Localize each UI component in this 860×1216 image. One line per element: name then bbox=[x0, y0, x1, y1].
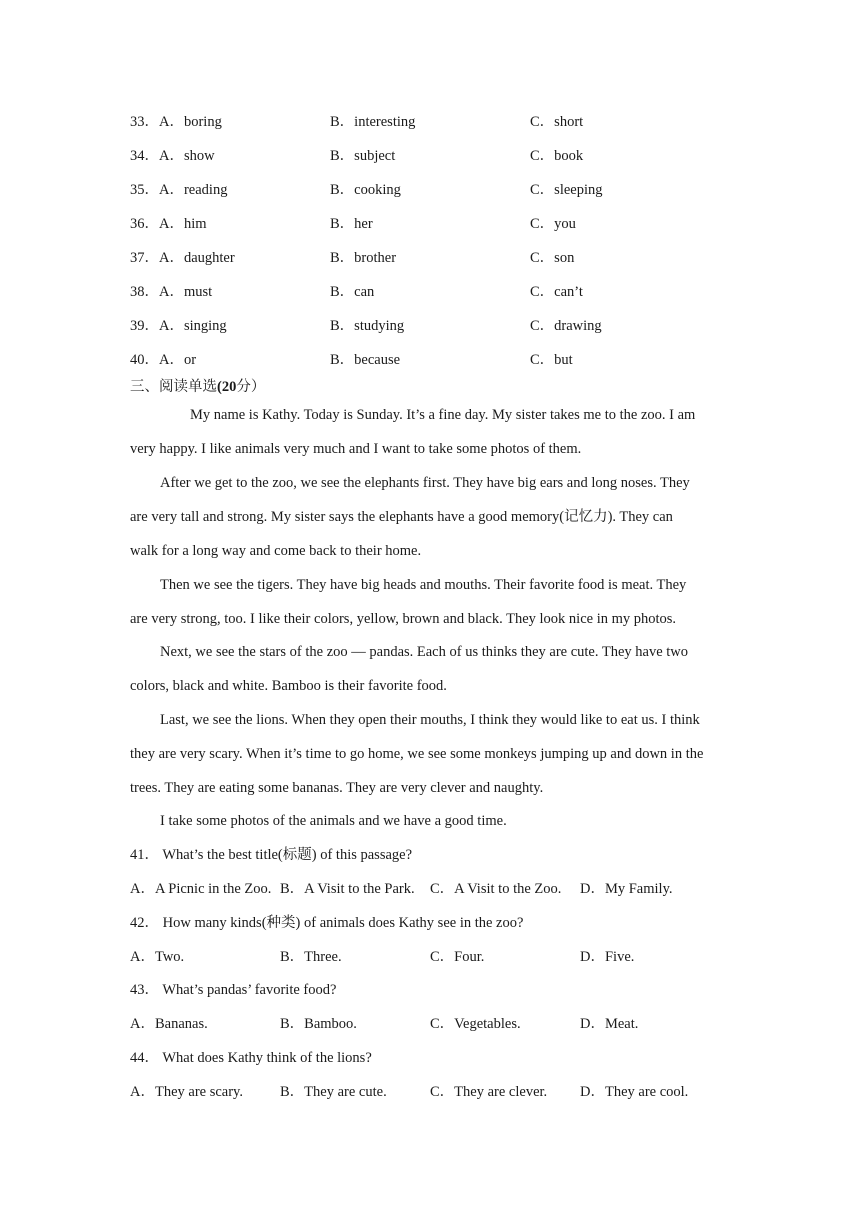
passage-line: they are very scary. When it’s time to go home, we see some monkeys jumping up and down in the bbox=[130, 746, 704, 762]
cloze-row-40 bbox=[130, 350, 196, 370]
option-b: B．Bamboo. bbox=[280, 1016, 357, 1032]
option-b: B．interesting bbox=[330, 114, 416, 130]
option-b: B．her bbox=[330, 216, 373, 232]
option-c: C．sleeping bbox=[530, 182, 603, 198]
option-b: B．A Visit to the Park. bbox=[280, 881, 415, 897]
section-heading bbox=[130, 377, 265, 397]
passage-line: After we get to the zoo, we see the elephants first. They have big ears and long noses. They bbox=[160, 475, 690, 491]
passage-line: walk for a long way and come back to their home. bbox=[130, 543, 422, 559]
question-number: 40． bbox=[130, 352, 159, 368]
option-a: A．or bbox=[159, 352, 197, 368]
question-number: 34． bbox=[130, 148, 159, 164]
cloze-row-37 bbox=[130, 248, 235, 268]
option-a: A．daughter bbox=[159, 250, 235, 266]
question-number: 38． bbox=[130, 284, 159, 300]
section-heading-prefix: 三、阅读单选 bbox=[130, 379, 217, 395]
option-a: A．reading bbox=[159, 182, 228, 198]
option-b: B．Three. bbox=[280, 949, 342, 965]
passage-line: trees. They are eating some bananas. They are very clever and naughty. bbox=[130, 780, 544, 796]
option-c: C．can’t bbox=[530, 284, 583, 300]
option-c: C．but bbox=[530, 352, 573, 368]
question-stem-44: 44． What does Kathy think of the lions? bbox=[130, 1050, 372, 1066]
passage-line: My name is Kathy. Today is Sunday. It’s a fine day. My sister takes me to the zoo. I am bbox=[190, 407, 696, 423]
question-number: 39． bbox=[130, 318, 159, 334]
option-b: B．because bbox=[330, 352, 401, 368]
cloze-row-33 bbox=[130, 112, 222, 132]
option-a: A．A Picnic in the Zoo. bbox=[130, 881, 272, 897]
option-c: C．short bbox=[530, 114, 584, 130]
option-b: B．They are cute. bbox=[280, 1084, 387, 1100]
passage-line: Last, we see the lions. When they open their mouths, I think they would like to eat us. I think bbox=[160, 712, 700, 728]
passage-line: are very strong, too. I like their colors, yellow, brown and black. They look nice in my photos. bbox=[130, 611, 677, 627]
option-d: D．Meat. bbox=[580, 1016, 639, 1032]
option-c: C．A Visit to the Zoo. bbox=[430, 881, 562, 897]
question-stem-41: 41． What’s the best title(标题) of this passage? bbox=[130, 847, 413, 863]
option-a: A．Two. bbox=[130, 949, 185, 965]
option-c: C．book bbox=[530, 148, 584, 164]
option-a: A．singing bbox=[159, 318, 227, 334]
passage-line: Next, we see the stars of the zoo — pandas. Each of us thinks they are cute. They have two bbox=[160, 644, 689, 660]
option-a: A．Bananas. bbox=[130, 1016, 208, 1032]
option-d: D．They are cool. bbox=[580, 1084, 689, 1100]
option-b: B．can bbox=[330, 284, 375, 300]
cloze-row-39 bbox=[130, 316, 227, 336]
cloze-row-36 bbox=[130, 214, 207, 234]
option-b: B．brother bbox=[330, 250, 397, 266]
passage-line: I take some photos of the animals and we have a good time. bbox=[160, 813, 507, 829]
option-b: B．subject bbox=[330, 148, 396, 164]
option-c: C．you bbox=[530, 216, 576, 232]
option-d: D．Five. bbox=[580, 949, 635, 965]
section-heading-score: (20 bbox=[217, 379, 237, 395]
option-a: A．They are scary. bbox=[130, 1084, 243, 1100]
option-b: B．cooking bbox=[330, 182, 401, 198]
option-c: C．Four. bbox=[430, 949, 485, 965]
option-d: D．My Family. bbox=[580, 881, 673, 897]
cloze-row-35 bbox=[130, 180, 227, 200]
option-c: C．son bbox=[530, 250, 575, 266]
cloze-row-34 bbox=[130, 146, 215, 166]
option-a: A．him bbox=[159, 216, 207, 232]
option-a: A．show bbox=[159, 148, 215, 164]
question-number: 36． bbox=[130, 216, 159, 232]
question-number: 37． bbox=[130, 250, 159, 266]
passage-line: Then we see the tigers. They have big heads and mouths. Their favorite food is meat. They bbox=[160, 577, 687, 593]
option-c: C．drawing bbox=[530, 318, 602, 334]
question-stem-43: 43． What’s pandas’ favorite food? bbox=[130, 982, 337, 998]
passage-line: colors, black and white. Bamboo is their favorite food. bbox=[130, 678, 447, 694]
option-b: B．studying bbox=[330, 318, 405, 334]
question-number: 35． bbox=[130, 182, 159, 198]
option-c: C．Vegetables. bbox=[430, 1016, 521, 1032]
cloze-row-38 bbox=[130, 282, 212, 302]
option-a: A．must bbox=[159, 284, 213, 300]
question-number: 33． bbox=[130, 114, 159, 130]
passage-line: very happy. I like animals very much and I want to take some photos of them. bbox=[130, 441, 582, 457]
section-heading-suffix: 分） bbox=[236, 379, 266, 395]
option-c: C．They are clever. bbox=[430, 1084, 548, 1100]
option-a: A．boring bbox=[159, 114, 222, 130]
passage-line: are very tall and strong. My sister says the elephants have a good memory(记忆力). They can bbox=[130, 509, 673, 525]
question-stem-42: 42． How many kinds(种类) of animals does Kathy see in the zoo? bbox=[130, 915, 524, 931]
